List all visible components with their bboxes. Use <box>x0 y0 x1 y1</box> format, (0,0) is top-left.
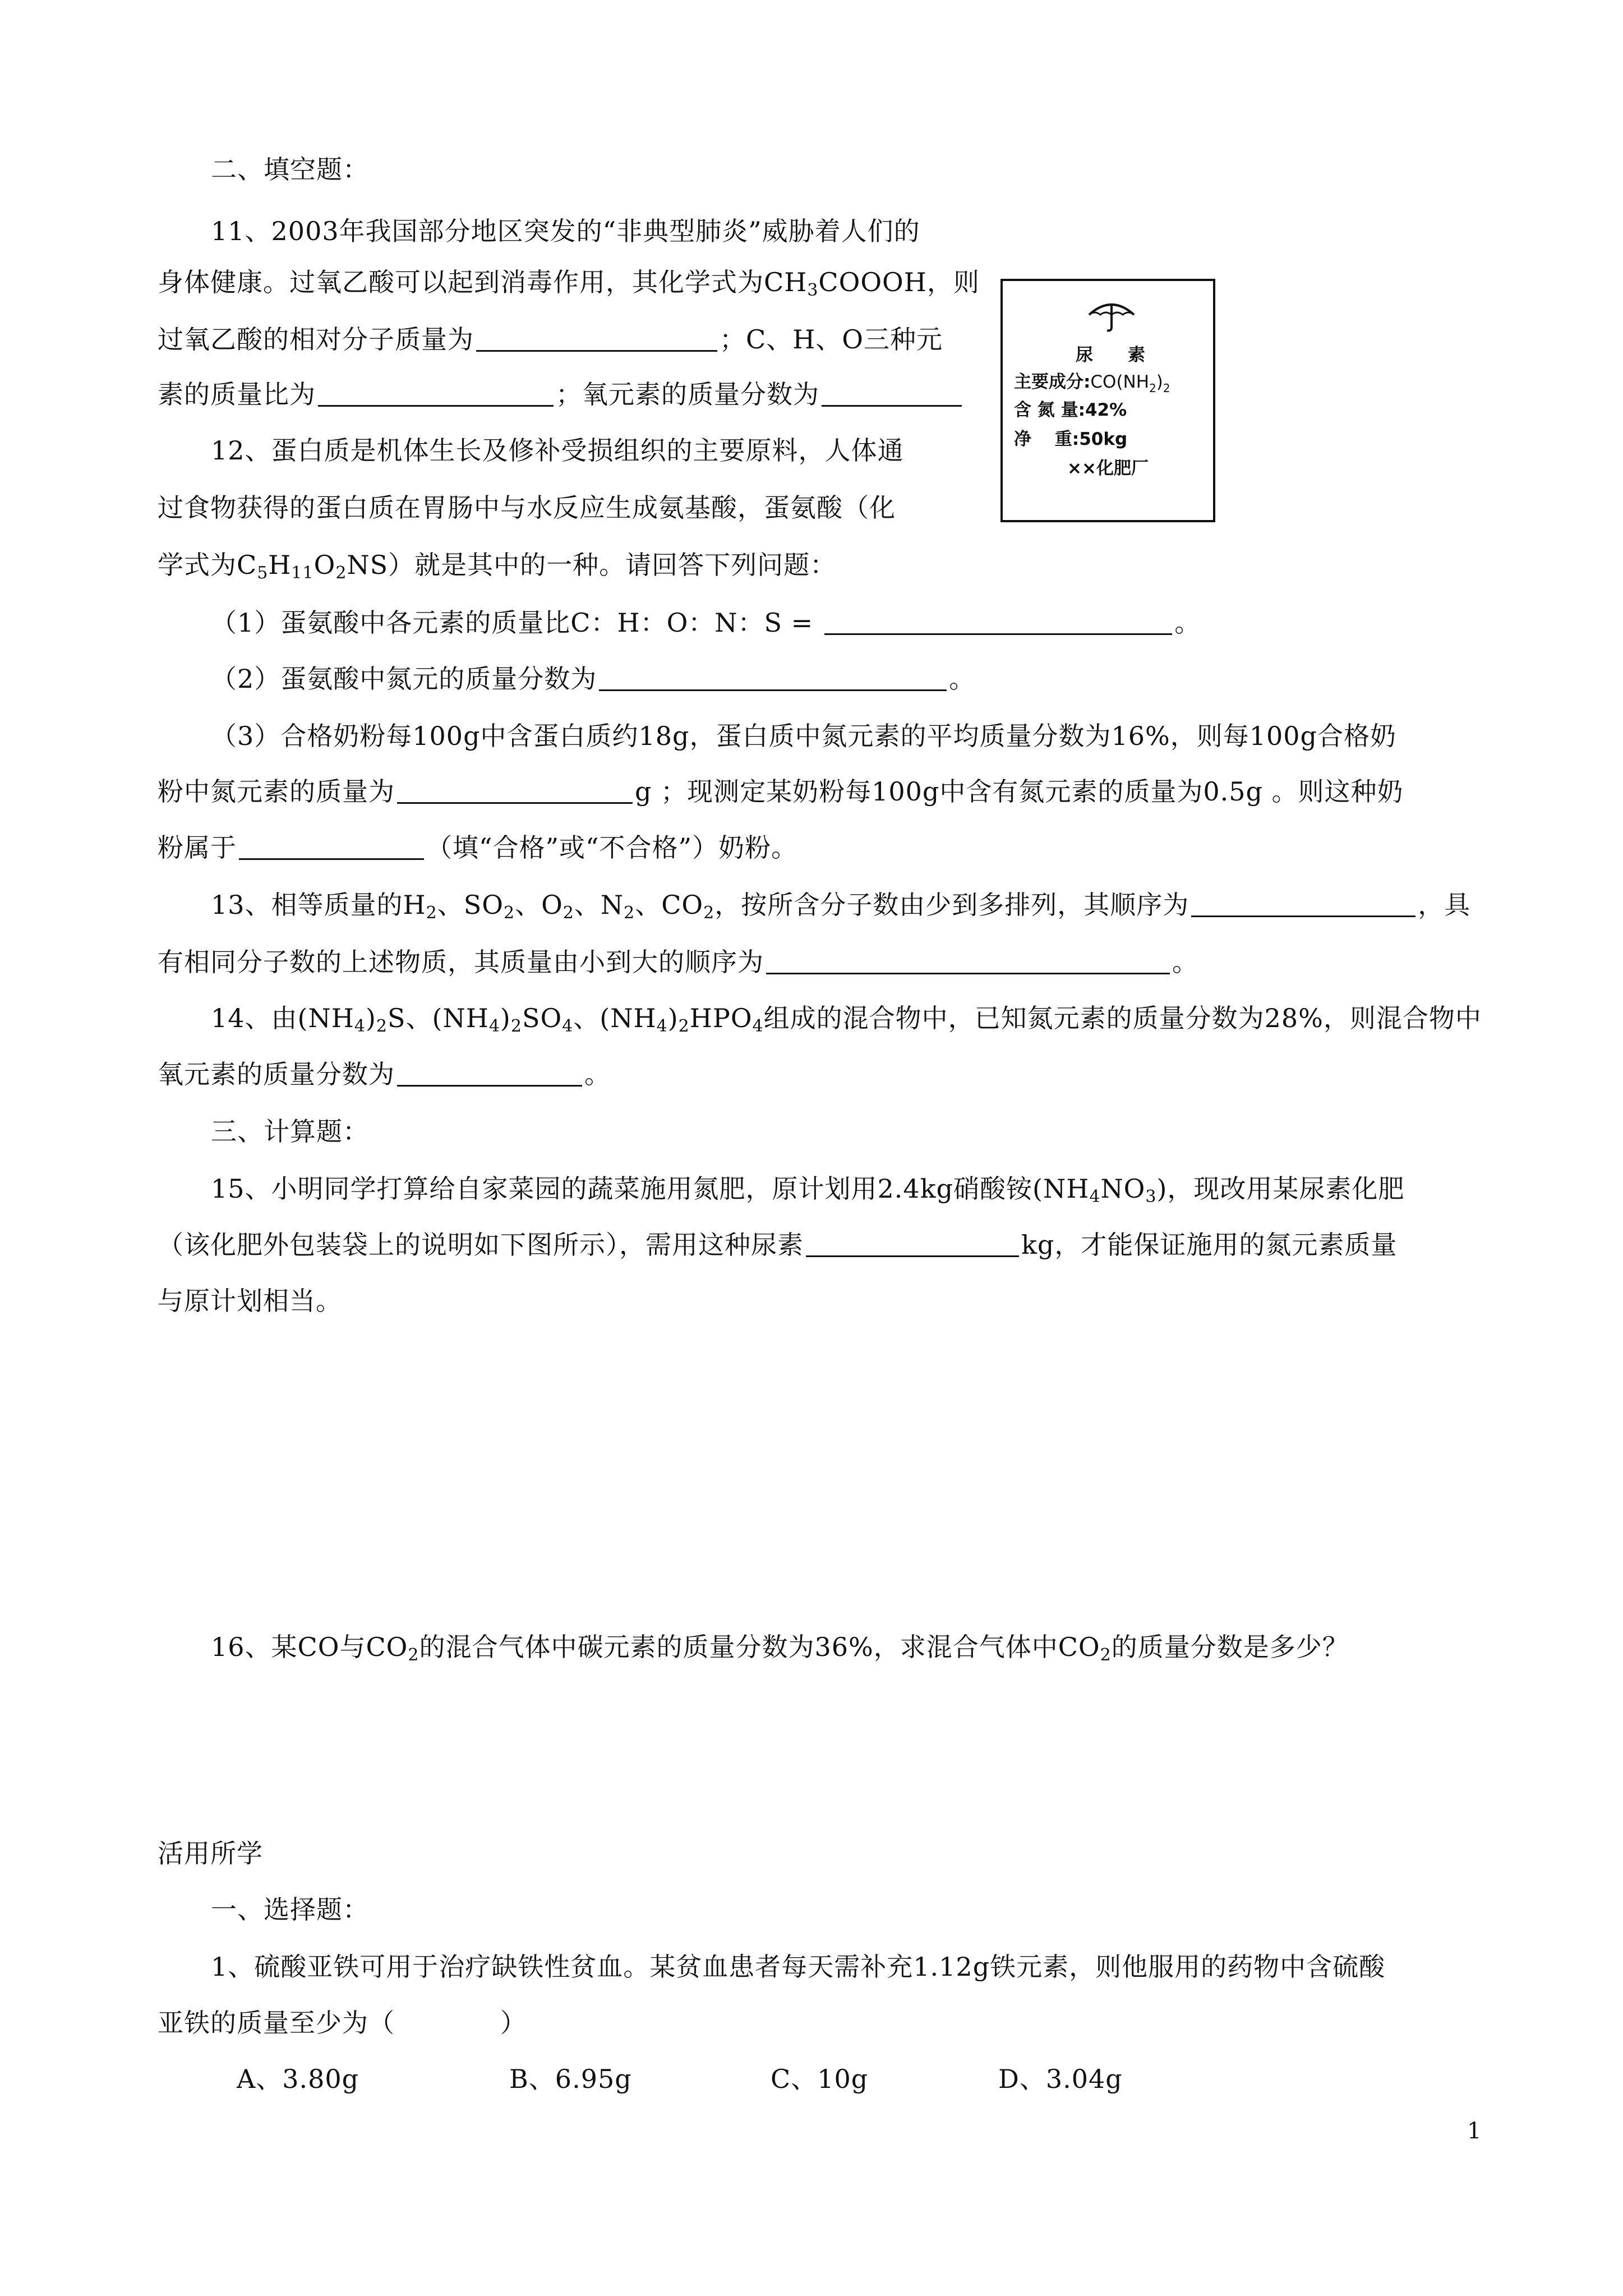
q12-line-1: 12、蛋白质是机体生长及修补受损组织的主要原料，人体通 <box>211 435 904 466</box>
q11-line-3: 过氧乙酸的相对分子质量为 ；C、H、O三种元 <box>158 324 943 355</box>
section-heading-multiple-choice: 一、选择题： <box>211 1894 369 1925</box>
q12-line-2: 过食物获得的蛋白质在胃肠中与水反应生成氨基酸，蛋氨酸（化 <box>158 493 896 523</box>
q11-line-2: 身体健康。过氧乙酸可以起到消毒作用，其化学式为$CH_3COOOH$，则 <box>158 267 980 300</box>
q13-line-2: 有相同分子数的上述物质，其质量由小到大的顺序为 。 <box>158 947 1198 977</box>
q12-part-3-line-2: 粉中氮元素的质量为 g ；现测定某奶粉每100g中含有氮元素的质量为0.5g 。则这种奶 <box>158 776 1404 807</box>
q12-part-3-line-1: （3）合格奶粉每100g中含蛋白质约18g，蛋白质中氮元素的平均质量分数为16%，则每100g合格奶 <box>211 721 1396 751</box>
q16-line-1: 16、某CO与$CO_2$的混合气体中碳元素的质量分数为36%，求混合气体中$CO_2$的质量分数是多少？ <box>211 1632 1349 1665</box>
label-nitrogen-content: 含 氮 量:42% <box>1014 400 1127 420</box>
umbrella-icon <box>1087 298 1136 333</box>
q1-line-2: 亚铁的质量至少为（ ） <box>158 2008 527 2038</box>
label-ingredient: 主要成分$:CO(NH_2)_2$ <box>1014 372 1170 395</box>
answer-blank[interactable] <box>318 380 554 407</box>
q1-option-d[interactable]: D、3.04g <box>998 2064 1123 2094</box>
q11-line-1: 11、2003年我国部分地区突发的“非典型肺炎”威胁着人们的 <box>211 216 920 246</box>
label-net-weight: 净 重:50kg <box>1014 429 1128 449</box>
q12-part-3-line-3: 粉属于 （填“合格”或“不合格”）奶粉。 <box>158 832 798 863</box>
answer-blank[interactable] <box>397 777 633 804</box>
q14-line-1: 14、由$(NH_4)_2S$、$(NH_4)_2SO_4$、$(NH_4)_2HPO_4$组成的混合物中，已知氮元素的质量分数为28%，则混合物中 <box>211 1003 1482 1036</box>
q12-line-3: 学式为$C_5H_{11}O_2NS$）就是其中的一种。请回答下列问题： <box>158 550 837 583</box>
label-title: 尿 素 <box>1076 345 1145 365</box>
section-heading-fill-blank: 二、填空题： <box>211 154 369 185</box>
label-manufacturer: ××化肥厂 <box>1067 458 1149 478</box>
answer-blank[interactable] <box>599 665 947 691</box>
answer-blank[interactable] <box>1191 891 1415 917</box>
answer-blank[interactable] <box>824 609 1172 635</box>
section-heading-calculation: 三、计算题： <box>211 1116 369 1147</box>
section-heading-apply: 活用所学 <box>158 1838 263 1869</box>
q15-line-2: （该化肥外包装袋上的说明如下图所示），需用这种尿素 kg，才能保证施用的氮元素质量 <box>158 1230 1398 1260</box>
q12-part-2: （2）蛋氨酸中氮元的质量分数为 。 <box>211 664 976 694</box>
answer-blank[interactable] <box>806 1231 1019 1257</box>
answer-blank[interactable] <box>822 380 962 407</box>
answer-blank[interactable] <box>476 325 717 352</box>
q1-option-a[interactable]: A、3.80g <box>237 2064 359 2094</box>
q1-line-1: 1、硫酸亚铁可用于治疗缺铁性贫血。某贫血患者每天需补充1.12g铁元素，则他服用的药物中含硫酸 <box>211 1952 1386 1982</box>
q14-line-2: 氧元素的质量分数为 。 <box>158 1059 611 1089</box>
answer-blank[interactable] <box>239 834 424 860</box>
page-number: 1 <box>1467 2118 1482 2144</box>
q15-line-3: 与原计划相当。 <box>158 1286 342 1316</box>
q1-option-c[interactable]: C、10g <box>771 2064 869 2094</box>
answer-blank[interactable] <box>397 1060 582 1087</box>
q12-part-1: （1）蛋氨酸中各元素的质量比C：H：O：N：S = 。 <box>211 608 1201 638</box>
q15-line-1: 15、小明同学打算给自家菜园的蔬菜施用氮肥，原计划用2.4kg硝酸铵$(NH_4NO_3)$，现改用某尿素化肥 <box>211 1174 1405 1207</box>
q11-line-4: 素的质量比为 ；氧元素的质量分数为 <box>158 378 964 411</box>
urea-fertilizer-label <box>1000 279 1215 522</box>
answer-blank[interactable] <box>766 948 1170 974</box>
q13-line-1: 13、相等质量的$H_2$、$SO_2$、$O_2$、$N_2$、$CO_2$，按所含分子数由少到多排列，其顺序为 ，具 <box>211 890 1471 923</box>
q1-option-b[interactable]: B、6.95g <box>509 2064 632 2094</box>
